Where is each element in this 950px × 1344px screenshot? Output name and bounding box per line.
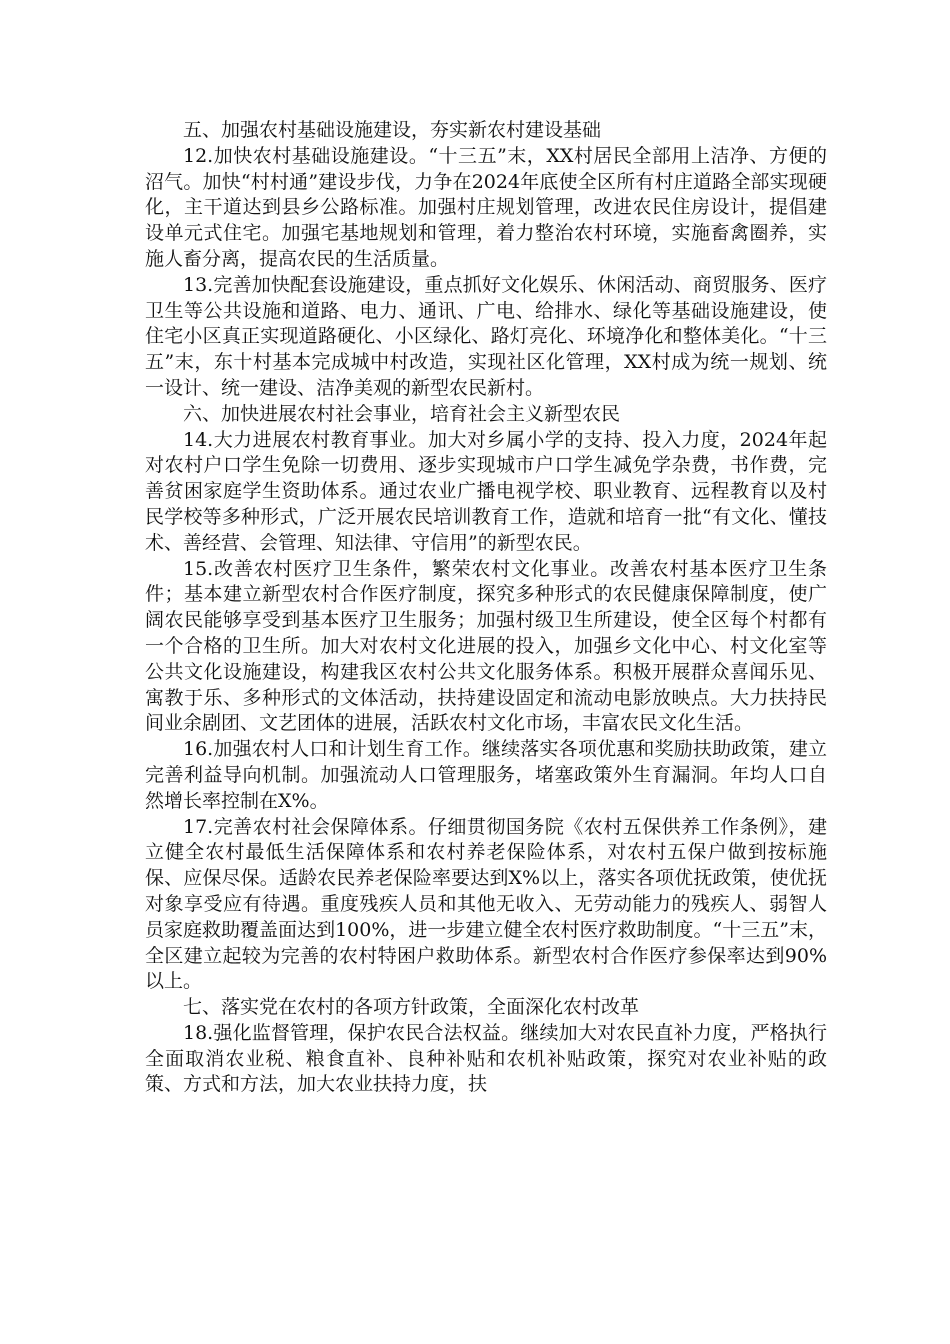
paragraph-12: 12.加快农村基础设施建设。“十三五”末，XX村居民全部用上洁净、方便的沼气。加快“村村通”建设步伐，力争在2024年底使全区所有村庄道路全部实现硬化，主干道达到县乡公路标准。加强村庄规划管理，改进农民住房设计，提倡建设单元式住宅。加强宅基地规划和管理，着力整治农村环境，实施畜禽圈养，实施人畜分离，提高农民的生活质量。 <box>145 144 827 270</box>
document-page <box>145 118 827 1098</box>
paragraph-18: 18.强化监督管理，保护农民合法权益。继续加大对农民直补力度，严格执行全面取消农业税、粮食直补、良种补贴和农机补贴政策，探究对农业补贴的政策、方式和方法，加大农业扶持力度，扶 <box>145 1021 827 1096</box>
paragraph-14: 14.大力进展农村教育事业。加大对乡属小学的支持、投入力度，2024年起对农村户口学生免除一切费用、逐步实现城市户口学生减免学杂费，书作费，完善贫困家庭学生资助体系。通过农业广播电视学校、职业教育、远程教育以及村民学校等多种形式，广泛开展农民培训教育工作，造就和培育一批“有文化、懂技术、善经营、会管理、知法律、守信用”的新型农民。 <box>145 428 827 554</box>
section-heading-6: 六、加快进展农村社会事业，培育社会主义新型农民 <box>183 402 621 425</box>
paragraph-13: 13.完善加快配套设施建设，重点抓好文化娱乐、休闲活动、商贸服务、医疗卫生等公共设施和道路、电力、通讯、广电、给排水、绿化等基础设施建设，使住宅小区真正实现道路硬化、小区绿化、路灯亮化、环境净化和整体美化。“十三五”末，东十村基本完成城中村改造，实现社区化管理，XX村成为统一规划、统一设计、统一建设、洁净美观的新型农民新村。 <box>145 273 827 399</box>
paragraph-16: 16.加强农村人口和计划生育工作。继续落实各项优惠和奖励扶助政策，建立完善利益导向机制。加强流动人口管理服务，堵塞政策外生育漏洞。年均人口自然增长率控制在X%。 <box>145 738 827 812</box>
paragraph-15: 15.改善农村医疗卫生条件，繁荣农村文化事业。改善农村基本医疗卫生条件；基本建立新型农村合作医疗制度，探究多种形式的农民健康保障制度，使广阔农民能够享受到基本医疗卫生服务；加强村级卫生所建设，使全区每个村都有一个合格的卫生所。加大对农村文化进展的投入，加强乡文化中心、村文化室等公共文化设施建设，构建我区农村公共文化服务体系。积极开展群众喜闻乐见、寓教于乐、多种形式的文体活动，扶持建设固定和流动电影放映点。大力扶持民间业余剧团、文艺团体的进展，活跃农村文化市场，丰富农民文化生活。 <box>145 557 827 735</box>
section-heading-7: 七、落实党在农村的各项方针政策，全面深化农村改革 <box>183 996 640 1019</box>
section-heading-5: 五、加强农村基础设施建设，夯实新农村建设基础 <box>183 119 602 141</box>
paragraph-17: 17.完善农村社会保障体系。仔细贯彻国务院《农村五保供养工作条例》，建立健全农村最低生活保障体系和农村养老保险体系，对农村五保户做到按标施保、应保尽保。适龄农民养老保险率要达到X%以上，落实各项优抚政策，使优抚对象享受应有待遇。重度残疾人员和其他无收入、无劳动能力的残疾人、弱智人员家庭救助覆盖面达到100%，进一步建立健全农村医疗救助制度。“十三五”末，全区建立起较为完善的农村特困户救助体系。新型农村合作医疗参保率达到90%以上。 <box>145 815 827 993</box>
